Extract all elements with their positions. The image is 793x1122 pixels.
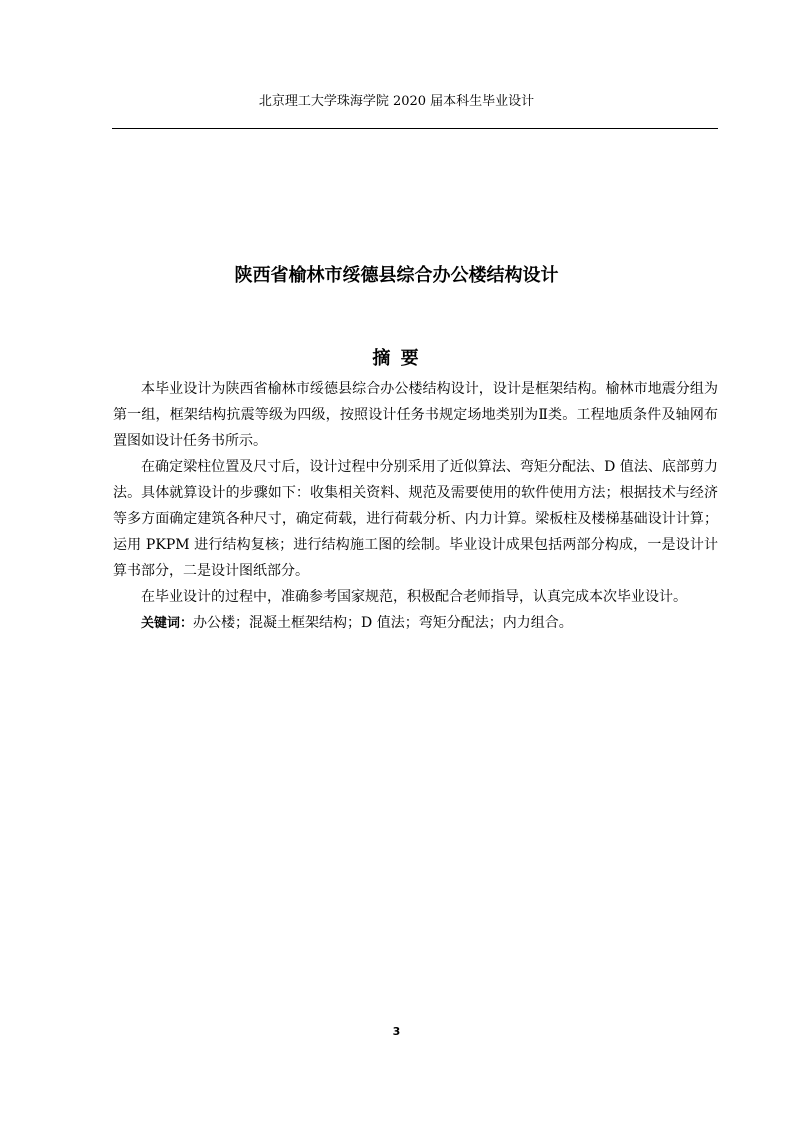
running-header: 北京理工大学珠海学院 2020 届本科生毕业设计 <box>258 94 535 109</box>
header-divider <box>112 128 718 129</box>
document-title: 陕西省榆林市绥德县综合办公楼结构设计 <box>234 265 559 286</box>
abstract-heading: 摘 要 <box>372 348 421 369</box>
page-number: 3 <box>392 1025 401 1038</box>
abstract-body <box>113 376 718 637</box>
abstract-paragraph-2: 在确定梁柱位置及尺寸后，设计过程中分别采用了近似算法、弯矩分配法、D 值法、底部剪力法。具体就算设计的步骤如下：收集相关资料、规范及需要使用的软件使用方法；根据技术与经济等多方面确定建筑各种尺寸，确定荷载，进行荷载分析、内力计算。梁板柱及楼梯基础设计计算；运用 PKPM 进行结构复核；进行结构施工图的绘制。毕业设计成果包括两部分构成，一是设计计算书部分，二是设计图纸部分。 <box>113 459 718 579</box>
keywords-line <box>113 610 718 637</box>
keywords-label: 关键词： <box>141 616 194 631</box>
keywords-text: 办公楼；混凝土框架结构；D 值法；弯矩分配法；内力组合。 <box>193 615 573 631</box>
abstract-paragraph-1: 本毕业设计为陕西省榆林市绥德县综合办公楼结构设计，设计是框架结构。榆林市地震分组为第一组，框架结构抗震等级为四级，按照设计任务书规定场地类别为Ⅱ类。工程地质条件及轴网布置图如设计任务书所示。 <box>113 381 718 449</box>
abstract-paragraph-3: 在毕业设计的过程中，准确参考国家规范，积极配合老师指导，认真完成本次毕业设计。 <box>141 589 687 605</box>
